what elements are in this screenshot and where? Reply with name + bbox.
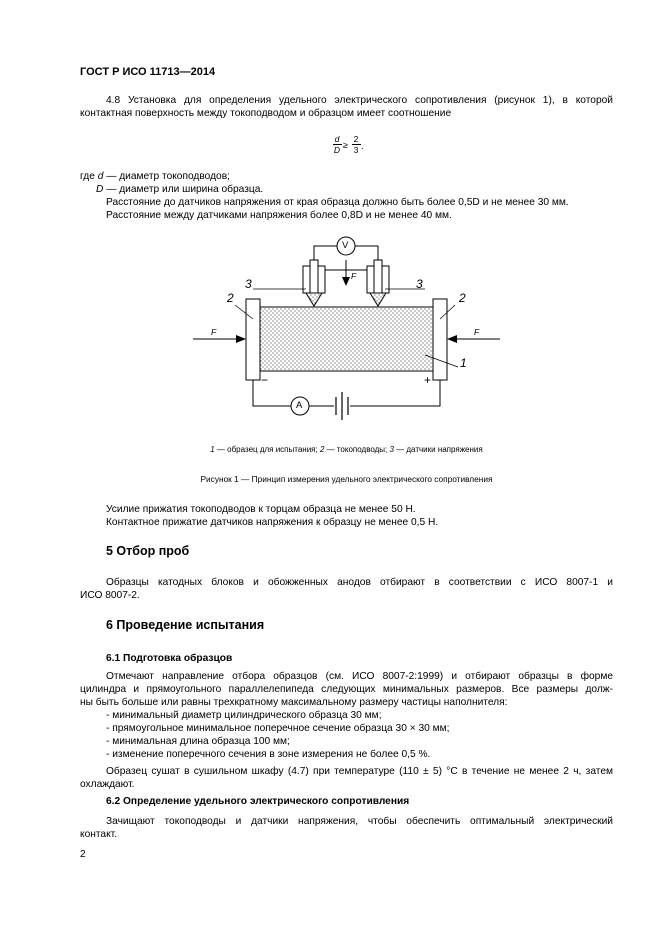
def-D-text: — диаметр или ширина образца. <box>103 184 264 195</box>
sensor-force-text: Контактное прижатие датчиков напряжения к образцу не менее 0,5 Н. <box>106 517 439 528</box>
figure-caption: Рисунок 1 — Принцип измерения удельного электрического сопротивления <box>200 474 493 484</box>
section-6-1-p2-line2: охлаждают. <box>80 779 135 790</box>
section-5-title: 5 Отбор проб <box>106 544 190 558</box>
section-6-2-p-line1: Зачищают токоподводы и датчики напряжения, чтобы обеспечить оптимальный электрический <box>106 816 613 827</box>
legend-num-1: 1 <box>210 445 215 454</box>
legend-text-2: — токоподводы; <box>324 445 390 454</box>
list-item: - минимальная длина образца 100 мм; <box>106 736 290 747</box>
formula-dot: . <box>361 141 364 151</box>
section-6-1-p1-line1: Отмечают направление отбора образцов (см. ИСО 8007-2:1999) и отбирают образцы в форме <box>106 671 613 682</box>
legend-num-2: 2 <box>319 445 325 454</box>
distance-sensor-edge: Расстояние до датчиков напряжения от края образца должно быть более 0,5D и не менее 30 мм. <box>106 197 569 208</box>
section-5-line1: Образцы катодных блоков и обожженных анодов отбирают в соответствии с ИСО 8007-1 и <box>106 577 613 588</box>
battery <box>336 392 348 420</box>
section-6-1-p1-line3: ны быть больше или равны трехкратному максимальному размеру частицы наполнителя: <box>80 697 508 708</box>
electrode-force-text: Усилие прижатия токоподводов к торцам образца не менее 50 Н. <box>106 504 416 515</box>
electrode-right <box>433 299 447 380</box>
section-6-1-p2-line1: Образец сушат в сушильном шкафу (4.7) при температуре (110 ± 5) °С в течение не менее 2 ч, затем <box>106 766 613 777</box>
label-2-left: 2 <box>227 291 234 305</box>
label-3-left: 3 <box>245 277 252 291</box>
list-item: - минимальный диаметр цилиндрического образца 30 мм; <box>106 710 382 721</box>
intro-text-1: 4.8 Установка для определения удельного электрического сопротивления (рисунок 1), в которой <box>106 95 613 106</box>
voltmeter-wire-right <box>355 246 378 260</box>
distance-between-sensors: Расстояние между датчиками напряжения более 0,8D и не менее 40 мм. <box>106 210 452 221</box>
formula-num-2: 2 <box>353 134 359 144</box>
formula-operator: ≥ <box>343 140 348 150</box>
def-D-var: D <box>96 184 104 195</box>
electrode-left <box>246 299 260 380</box>
force-label-right: F <box>474 327 480 337</box>
voltmeter-wire <box>314 246 337 260</box>
section-6-1-title: 6.1 Подготовка образцов <box>106 653 233 664</box>
section-6-2-title: 6.2 Определение удельного электрического сопротивления <box>106 796 410 807</box>
force-label-top: F <box>351 271 357 281</box>
document-header: ГОСТ Р ИСО 11713—2014 <box>80 66 216 78</box>
list-item: - прямоугольное минимальное поперечное сечение образца 30 × 30 мм; <box>106 723 450 734</box>
figure-legend <box>80 445 613 454</box>
label-3-right: 3 <box>416 277 423 291</box>
force-label-left: F <box>211 327 217 337</box>
force-arrowhead-left <box>236 335 246 343</box>
legend-num-3: 3 <box>389 445 394 454</box>
def-d-var: d <box>97 171 104 182</box>
formula-den-3: 3 <box>353 145 359 155</box>
label-1: 1 <box>460 356 467 370</box>
label-2-right: 2 <box>459 291 466 305</box>
sample-body <box>260 307 433 371</box>
section-5-line2: ИСО 8007-2. <box>80 590 140 601</box>
formula-num-d: d <box>334 134 340 144</box>
paragraph-4-8-line2: контактная поверхность между токоподводом и образцом имеет соотношение <box>80 108 452 119</box>
polarity-plus: + <box>424 373 432 387</box>
ammeter-label: A <box>296 400 303 411</box>
circuit-wire-left <box>253 380 291 406</box>
force-arrowhead-down <box>342 277 350 286</box>
def-prefix: где <box>80 171 98 182</box>
section-6-1-p1-line2: цилиндра и прямоугольного параллелепипеда следующих минимальных размеров. Все размеры долж- <box>80 684 613 695</box>
def-d-text: — диаметр токоподводов; <box>103 171 230 182</box>
figure-1-diagram <box>0 0 661 460</box>
voltmeter-label: V <box>342 240 349 251</box>
voltage-sensor-right <box>367 260 389 306</box>
force-arrowhead-right <box>447 335 457 343</box>
voltage-sensor-left <box>303 260 325 306</box>
legend-text-3: — датчики напряжения <box>393 445 483 454</box>
list-item: - изменение поперечного сечения в зоне измерения не более 0,5 %. <box>106 749 431 760</box>
polarity-minus: − <box>261 373 269 387</box>
page-number: 2 <box>80 849 86 860</box>
legend-text-1: — образец для испытания; <box>214 445 320 454</box>
section-6-2-p-line2: контакт. <box>80 829 118 840</box>
formula-den-D: D <box>333 145 341 155</box>
section-6-title: 6 Проведение испытания <box>106 618 265 632</box>
